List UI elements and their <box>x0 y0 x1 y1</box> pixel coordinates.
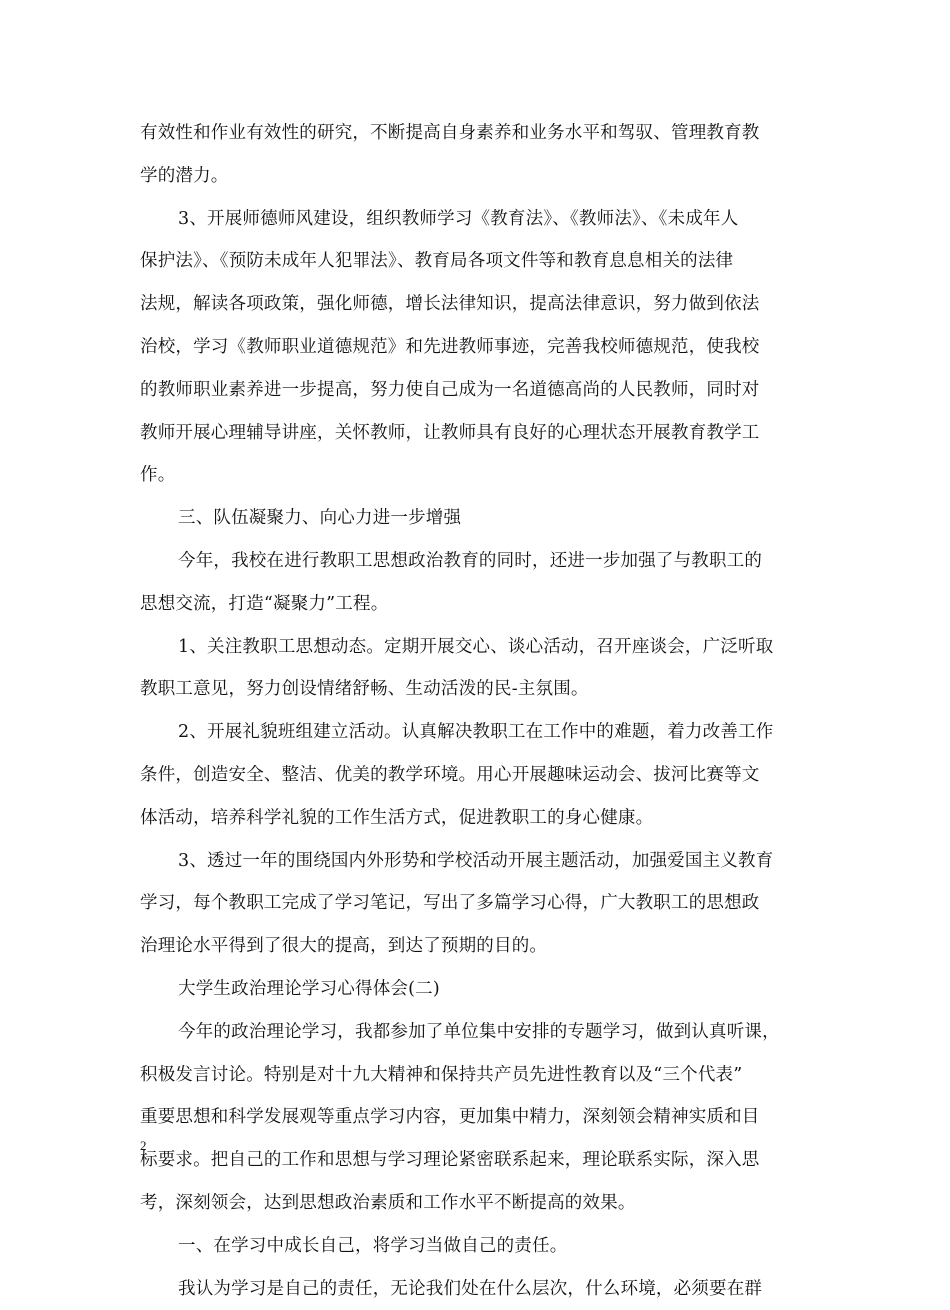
text-line: 一、在学习中成长自己，将学习当做自己的责任。 <box>178 1235 568 1256</box>
text-line: 标要求。把自己的工作和思想与学习理论紧密联系起来，理论联系实际，深入思 <box>140 1150 760 1171</box>
text-line: 治校，学习《教师职业道德规范》和先进教师事迹，完善我校师德规范，使我校 <box>140 336 760 357</box>
text-line: 1、关注教职工思想动态。定期开展交心、谈心活动，召开座谈会，广泛听取 <box>178 636 774 657</box>
text-line: 积极发言讨论。特别是对十九大精神和保持共产员先进性教育以及“三个代表” <box>140 1064 743 1085</box>
text-line: 的教师职业素养进一步提高，努力使自己成为一名道德高尚的人民教师，同时对 <box>140 379 760 400</box>
text-line: 3、开展师德师风建设，组织教师学习《教育法》、《教师法》、《未成年人 <box>178 208 739 229</box>
text-line: 教师开展心理辅导讲座，关怀教师，让教师具有良好的心理状态开展教育教学工 <box>140 422 760 443</box>
text-line: 学习，每个教职工完成了学习笔记，写出了多篇学习心得，广大教职工的思想政 <box>140 893 760 914</box>
text-line: 三、队伍凝聚力、向心力进一步增强 <box>178 508 462 529</box>
text-line: 考，深刻领会，达到思想政治素质和工作水平不断提高的效果。 <box>140 1192 636 1213</box>
text-line: 今年的政治理论学习，我都参加了单位集中安排的专题学习，做到认真听课， <box>178 1021 780 1042</box>
text-line: 法规，解读各项政策，强化师德，增长法律知识，提高法律意识，努力做到依法 <box>140 294 760 315</box>
text-line: 2、开展礼貌班组建立活动。认真解决教职工在工作中的难题，着力改善工作 <box>178 722 774 743</box>
text-line: 我认为学习是自己的责任，无论我们处在什么层次，什么环境，必须要在群 <box>178 1278 763 1299</box>
text-line: 思想交流，打造“凝聚力”工程。 <box>140 593 389 614</box>
text-line: 3、透过一年的围绕国内外形势和学校活动开展主题活动，加强爱国主义教育 <box>178 850 774 871</box>
text-line: 学的潜力。 <box>140 165 229 186</box>
text-line: 教职工意见，努力创设情绪舒畅、生动活泼的民-主氛围。 <box>140 679 589 700</box>
text-line: 有效性和作业有效性的研究，不断提高自身素养和业务水平和驾驭、管理教育教 <box>140 123 760 143</box>
text-line: 治理论水平得到了很大的提高，到达了预期的目的。 <box>140 936 548 957</box>
text-line: 大学生政治理论学习心得体会(二) <box>178 978 440 999</box>
text-line: 保护法》、《预防未成年人犯罪法》、教育局各项文件等和教育息息相关的法律 <box>140 251 734 272</box>
page-number: 2 <box>140 1138 147 1153</box>
text-line: 重要思想和科学发展观等重点学习内容，更加集中精力，深刻领会精神实质和目 <box>140 1107 760 1128</box>
text-line: 今年，我校在进行教职工思想政治教育的同时，还进一步加强了与教职工的 <box>178 550 763 571</box>
text-line: 作。 <box>140 465 176 486</box>
text-line: 条件，创造安全、整洁、优美的教学环境。用心开展趣味运动会、拔河比赛等文 <box>140 764 760 785</box>
document-body <box>140 112 830 1310</box>
text-line: 体活动，培养科学礼貌的工作生活方式，促进教职工的身心健康。 <box>140 807 654 828</box>
